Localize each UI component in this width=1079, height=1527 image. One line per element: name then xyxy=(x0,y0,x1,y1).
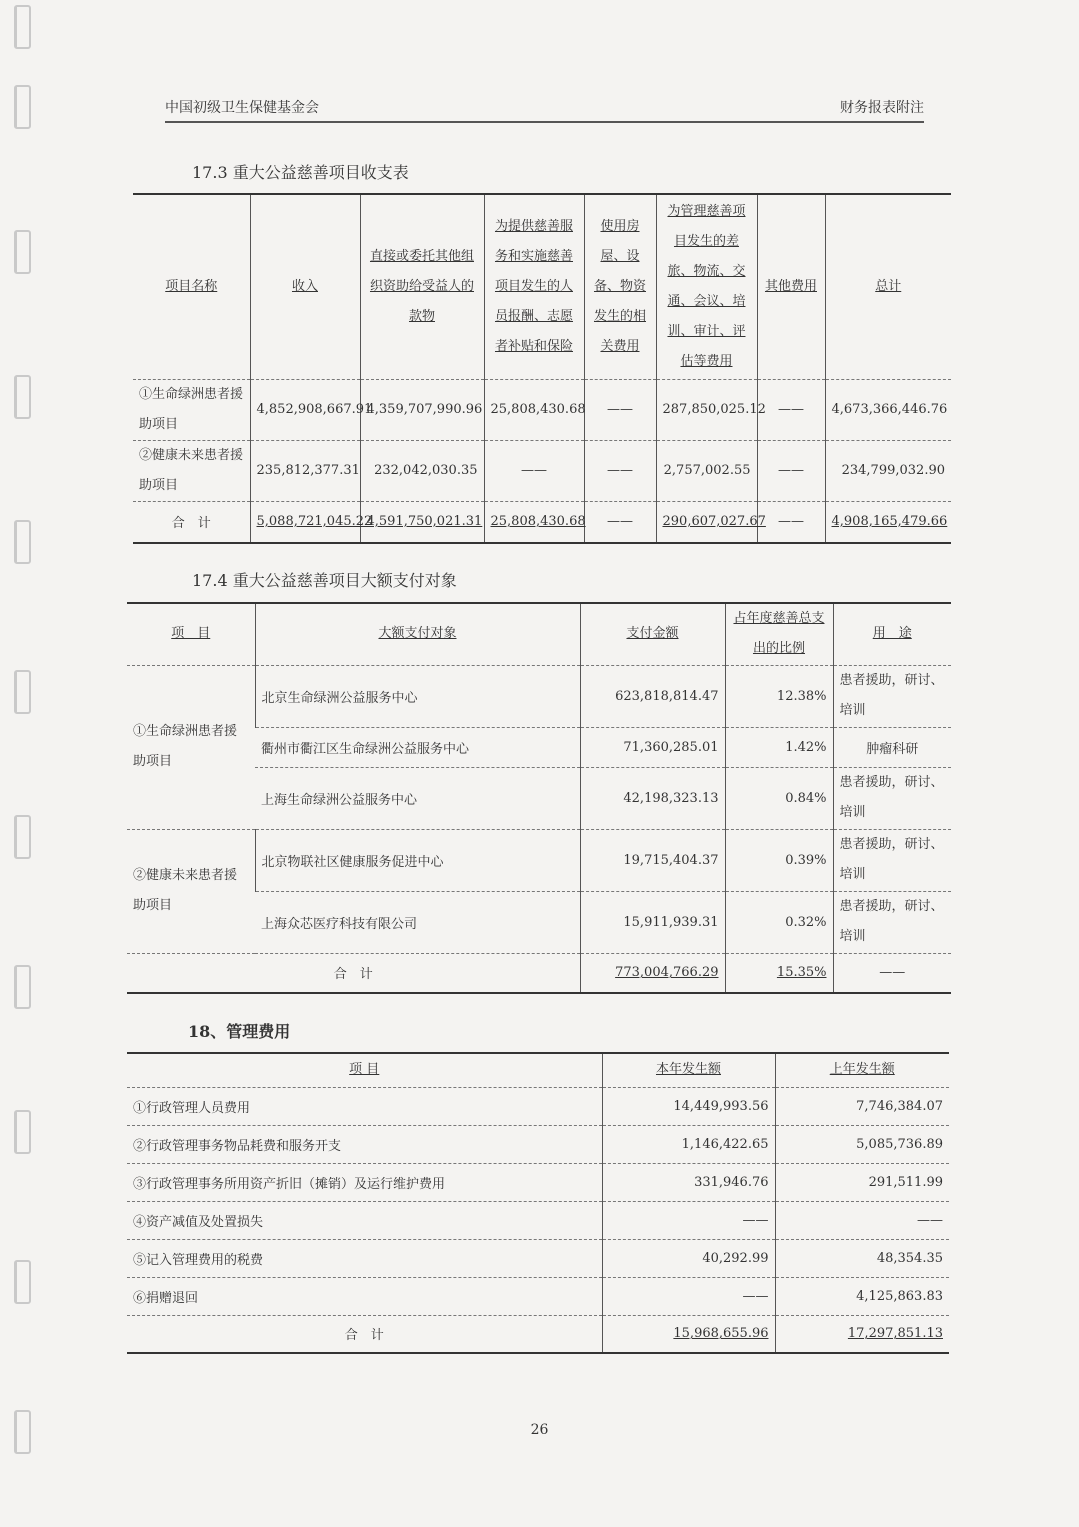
col-header: 为管理慈善项目发生的差旅、物流、交通、会议、培训、审计、评估等费用 xyxy=(656,194,757,379)
col-header: 支付金额 xyxy=(580,603,725,665)
table-row xyxy=(127,829,951,891)
cell: 5,088,721,045.22 xyxy=(250,501,360,543)
section-17-4-title: 17.4 重大公益慈善项目大额支付对象 xyxy=(192,571,457,590)
section-18-title: 18、管理费用 xyxy=(188,1022,291,1041)
row-label: ①生命绿洲患者援助项目 xyxy=(127,665,255,829)
cell: 232,042,030.35 xyxy=(360,440,484,501)
cell: 290,607,027.67 xyxy=(656,501,757,543)
total-row xyxy=(133,501,951,543)
binder-ring xyxy=(14,520,31,564)
col-header: 用 途 xyxy=(833,603,951,665)
col-header: 本年发生额 xyxy=(602,1053,775,1087)
cell: 15.35% xyxy=(725,953,833,993)
total-label: 合 计 xyxy=(127,953,580,993)
cell: 71,360,285.01 xyxy=(580,727,725,767)
table-row xyxy=(127,1239,949,1277)
cell: 衢州市衢江区生命绿洲公益服务中心 xyxy=(255,727,580,767)
cell: 0.32% xyxy=(725,891,833,953)
cell: 287,850,025.12 xyxy=(656,379,757,440)
cell: 上海众芯医疗科技有限公司 xyxy=(255,891,580,953)
cell: 25,808,430.68 xyxy=(484,379,584,440)
binder-ring xyxy=(14,85,31,129)
cell: 患者援助，研讨、培训 xyxy=(833,767,951,829)
total-label: 合 计 xyxy=(127,1315,602,1353)
cell: 42,198,323.13 xyxy=(580,767,725,829)
col-header: 大额支付对象 xyxy=(255,603,580,665)
cell: 17,297,851.13 xyxy=(775,1315,949,1353)
page-number: 26 xyxy=(530,1422,549,1438)
cell: 4,852,908,667.91 xyxy=(250,379,360,440)
col-header: 上年发生额 xyxy=(775,1053,949,1087)
binder-ring xyxy=(14,5,31,49)
row-label: ②行政管理事务物品耗费和服务开支 xyxy=(127,1125,602,1163)
binder-ring xyxy=(14,965,31,1009)
table-row xyxy=(127,1201,949,1239)
cell: 4,673,366,446.76 xyxy=(825,379,951,440)
col-header: 直接或委托其他组织资助给受益人的款物 xyxy=(360,194,484,379)
row-label: ③行政管理事务所用资产折旧（摊销）及运行维护费用 xyxy=(127,1163,602,1201)
table-row xyxy=(133,379,951,440)
binder-ring xyxy=(14,670,31,714)
row-label: ⑤记入管理费用的税费 xyxy=(127,1239,602,1277)
table-row xyxy=(127,1277,949,1315)
cell: 4,125,863.83 xyxy=(775,1277,949,1315)
cell: 291,511.99 xyxy=(775,1163,949,1201)
cell: 14,449,993.56 xyxy=(602,1087,775,1125)
cell: 北京物联社区健康服务促进中心 xyxy=(255,829,580,891)
table-row xyxy=(133,440,951,501)
col-header: 收入 xyxy=(250,194,360,379)
cell: 15,968,655.96 xyxy=(602,1315,775,1353)
cell: 331,946.76 xyxy=(602,1163,775,1201)
cell: 12.38% xyxy=(725,665,833,727)
table-17-4 xyxy=(127,602,951,994)
cell: 5,085,736.89 xyxy=(775,1125,949,1163)
cell: 15,911,939.31 xyxy=(580,891,725,953)
cell: —— xyxy=(833,953,951,993)
row-label: ①行政管理人员费用 xyxy=(127,1087,602,1125)
total-row xyxy=(127,1315,949,1353)
row-label: ①生命绿洲患者援助项目 xyxy=(133,379,250,440)
table-row xyxy=(127,665,951,727)
cell: 北京生命绿洲公益服务中心 xyxy=(255,665,580,727)
row-label: ②健康未来患者援助项目 xyxy=(133,440,250,501)
binder-ring xyxy=(14,1110,31,1154)
col-header: 项 目 xyxy=(127,603,255,665)
cell: 0.84% xyxy=(725,767,833,829)
cell: 40,292.99 xyxy=(602,1239,775,1277)
binder-ring xyxy=(14,230,31,274)
cell: 4,359,707,990.96 xyxy=(360,379,484,440)
cell: —— xyxy=(757,440,825,501)
cell: 4,591,750,021.31 xyxy=(360,501,484,543)
cell: 0.39% xyxy=(725,829,833,891)
cell: 48,354.35 xyxy=(775,1239,949,1277)
cell: —— xyxy=(757,501,825,543)
page-header xyxy=(165,95,924,123)
cell: 623,818,814.47 xyxy=(580,665,725,727)
table-row xyxy=(127,1087,949,1125)
cell: —— xyxy=(757,379,825,440)
cell: 4,908,165,479.66 xyxy=(825,501,951,543)
cell: 肿瘤科研 xyxy=(833,727,951,767)
binder-ring xyxy=(14,815,31,859)
col-header: 其他费用 xyxy=(757,194,825,379)
cell: —— xyxy=(584,501,656,543)
table-18 xyxy=(127,1052,949,1354)
cell: —— xyxy=(602,1201,775,1239)
col-header: 项 目 xyxy=(127,1053,602,1087)
cell: 19,715,404.37 xyxy=(580,829,725,891)
section-17-3-title: 17.3 重大公益慈善项目收支表 xyxy=(192,163,409,182)
col-header: 使用房屋、设备、物资发生的相关费用 xyxy=(584,194,656,379)
cell: 773,004,766.29 xyxy=(580,953,725,993)
cell: 患者援助，研讨、培训 xyxy=(833,891,951,953)
total-label: 合 计 xyxy=(133,501,250,543)
cell: —— xyxy=(584,379,656,440)
table-17-3 xyxy=(133,193,951,544)
col-header: 为提供慈善服务和实施慈善项目发生的人员报酬、志愿者补贴和保险 xyxy=(484,194,584,379)
binder-ring xyxy=(14,375,31,419)
cell: 235,812,377.31 xyxy=(250,440,360,501)
header-doc-title: 财务报表附注 xyxy=(840,100,924,116)
cell: —— xyxy=(602,1277,775,1315)
cell: 患者援助，研讨、培训 xyxy=(833,665,951,727)
table-row xyxy=(127,1163,949,1201)
cell: 234,799,032.90 xyxy=(825,440,951,501)
cell: 患者援助，研讨、培训 xyxy=(833,829,951,891)
total-row xyxy=(127,953,951,993)
header-org: 中国初级卫生保健基金会 xyxy=(165,100,319,116)
cell: 1.42% xyxy=(725,727,833,767)
cell: 1,146,422.65 xyxy=(602,1125,775,1163)
row-label: ⑥捐赠退回 xyxy=(127,1277,602,1315)
table-row xyxy=(127,1125,949,1163)
col-header: 项目名称 xyxy=(133,194,250,379)
cell: 2,757,002.55 xyxy=(656,440,757,501)
cell: —— xyxy=(775,1201,949,1239)
col-header: 总计 xyxy=(825,194,951,379)
cell: —— xyxy=(484,440,584,501)
binder-ring xyxy=(14,1260,31,1304)
cell: —— xyxy=(584,440,656,501)
row-label: ④资产减值及处置损失 xyxy=(127,1201,602,1239)
cell: 上海生命绿洲公益服务中心 xyxy=(255,767,580,829)
cell: 7,746,384.07 xyxy=(775,1087,949,1125)
row-label: ②健康未来患者援助项目 xyxy=(127,829,255,953)
col-header: 占年度慈善总支出的比例 xyxy=(725,603,833,665)
cell: 25,808,430.68 xyxy=(484,501,584,543)
